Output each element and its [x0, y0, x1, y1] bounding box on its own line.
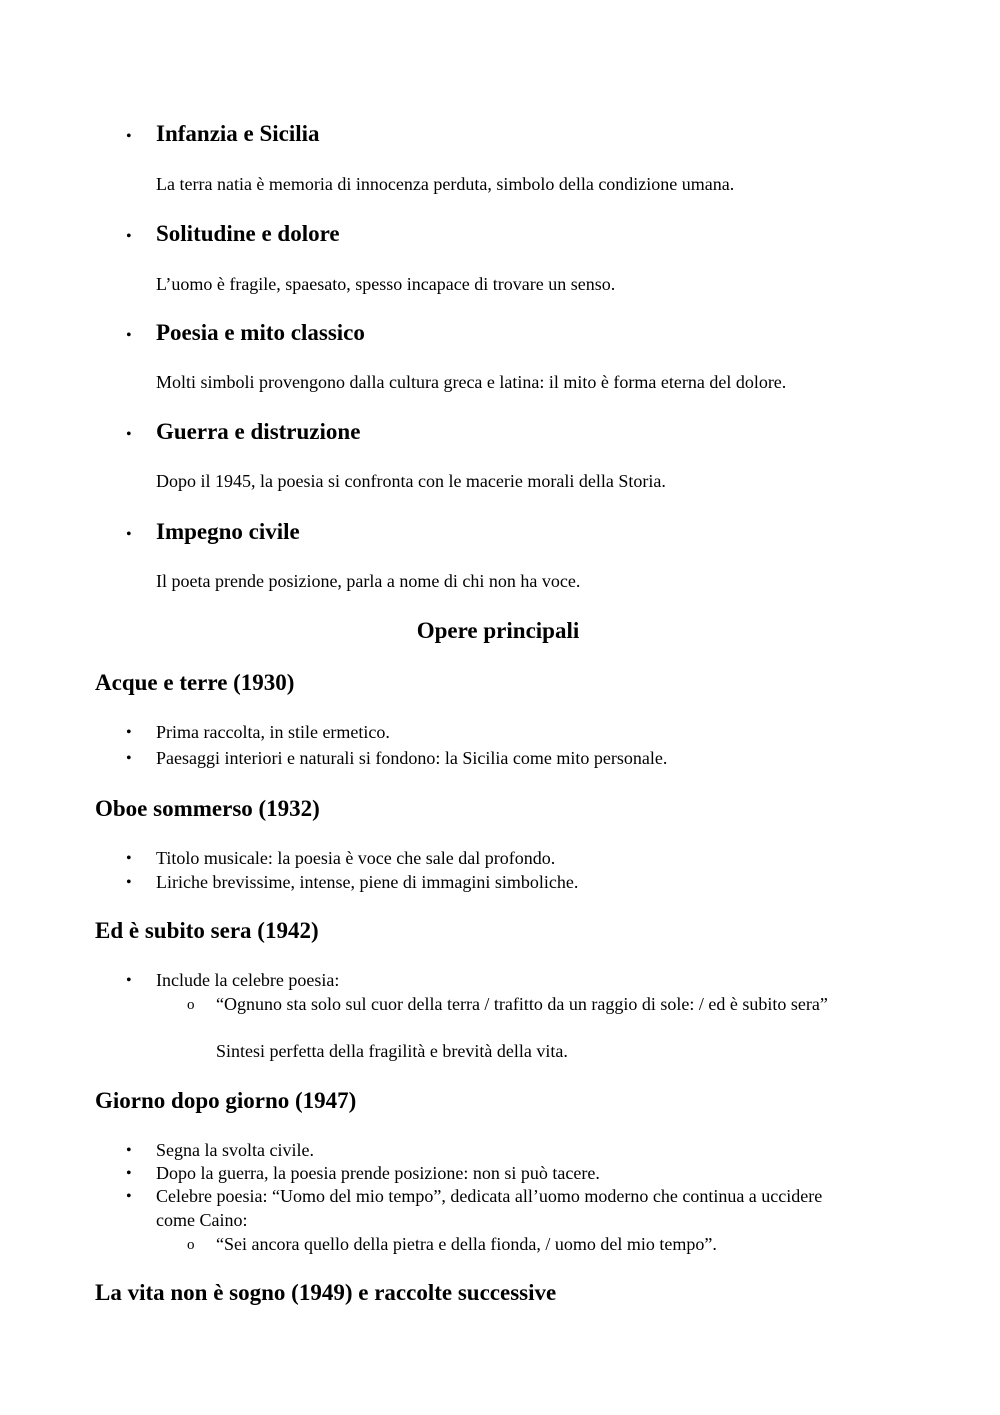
- bullet-glyph: •: [126, 750, 132, 767]
- quote-line: “Ognuno sta solo sul cuor della terra / trafitto da un raggio di sole: / ed è subito sera”: [216, 994, 828, 1014]
- theme-desc-infanzia: La terra natia è memoria di innocenza perduta, simbolo della condizione umana.: [156, 174, 735, 194]
- work-heading-la-vita-non-e-sogno: La vita non è sogno (1949) e raccolte successive: [95, 1280, 557, 1305]
- work-heading-oboe-sommerso: Oboe sommerso (1932): [95, 796, 320, 821]
- bullet-glyph: •: [126, 128, 132, 145]
- list-item: Segna la svolta civile.: [156, 1140, 314, 1160]
- theme-desc-poesia-mito: Molti simboli provengono dalla cultura greca e latina: il mito è forma eterna del dolore.: [156, 372, 787, 392]
- bullet-glyph: •: [126, 526, 132, 543]
- list-item: Liriche brevissime, intense, piene di immagini simboliche.: [156, 872, 579, 892]
- theme-title-guerra: Guerra e distruzione: [156, 419, 361, 444]
- theme-title-solitudine: Solitudine e dolore: [156, 221, 340, 246]
- circle-bullet-glyph: o: [187, 997, 195, 1013]
- bullet-glyph: •: [126, 327, 132, 344]
- work-heading-giorno-dopo-giorno: Giorno dopo giorno (1947): [95, 1088, 357, 1113]
- bullet-glyph: •: [126, 850, 132, 867]
- list-item: Include la celebre poesia:: [156, 970, 340, 990]
- circle-bullet-glyph: o: [187, 1237, 195, 1253]
- bullet-glyph: •: [126, 1188, 132, 1205]
- work-heading-ed-e-subito-sera: Ed è subito sera (1942): [95, 918, 319, 943]
- bullet-glyph: •: [126, 1165, 132, 1182]
- list-item: Paesaggi interiori e naturali si fondono: la Sicilia come mito personale.: [156, 748, 668, 768]
- theme-title-impegno: Impegno civile: [156, 519, 300, 544]
- bullet-glyph: •: [126, 972, 132, 989]
- list-item: Prima raccolta, in stile ermetico.: [156, 722, 390, 742]
- theme-title-poesia-mito: Poesia e mito classico: [156, 320, 365, 345]
- theme-desc-impegno: Il poeta prende posizione, parla a nome di chi non ha voce.: [156, 571, 581, 591]
- quote-line: “Sei ancora quello della pietra e della fionda, / uomo del mio tempo”.: [216, 1234, 717, 1254]
- list-item-line1: Celebre poesia: “Uomo del mio tempo”, dedicata all’uomo moderno che continua a uccidere: [156, 1186, 823, 1206]
- bullet-glyph: •: [126, 426, 132, 443]
- theme-desc-guerra: Dopo il 1945, la poesia si confronta con le macerie morali della Storia.: [156, 471, 666, 491]
- list-item-line2: come Caino:: [156, 1210, 248, 1230]
- theme-desc-solitudine: L’uomo è fragile, spaesato, spesso incapace di trovare un senso.: [156, 274, 616, 294]
- work-heading-acque-e-terre: Acque e terre (1930): [95, 670, 295, 695]
- bullet-glyph: •: [126, 724, 132, 741]
- bullet-glyph: •: [126, 1142, 132, 1159]
- list-item: Titolo musicale: la poesia è voce che sale dal profondo.: [156, 848, 556, 868]
- list-item: Dopo la guerra, la poesia prende posizione: non si può tacere.: [156, 1163, 600, 1183]
- bullet-glyph: •: [126, 228, 132, 245]
- quote-note: Sintesi perfetta della fragilità e brevità della vita.: [216, 1041, 568, 1061]
- section-title: Opere principali: [416, 618, 580, 643]
- theme-title-infanzia: Infanzia e Sicilia: [156, 121, 320, 146]
- bullet-glyph: •: [126, 874, 132, 891]
